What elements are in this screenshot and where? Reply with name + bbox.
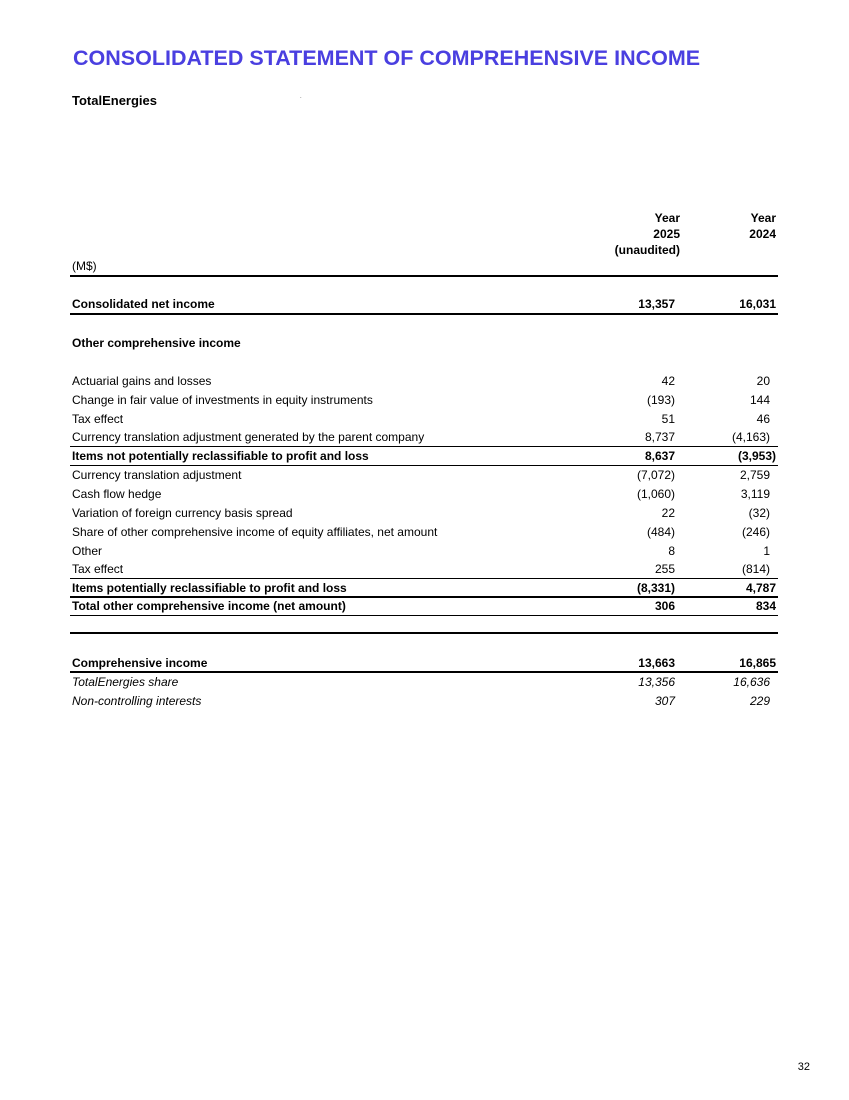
row-label: Change in fair value of investments in equity instruments [72, 393, 373, 407]
value-2024: 2,759 [739, 468, 770, 482]
table-rule [70, 275, 778, 277]
table-row [72, 523, 776, 542]
value-2024: 20 [756, 374, 770, 388]
table-row [72, 692, 776, 711]
value-2025: (1,060) [636, 487, 675, 501]
table-row [72, 295, 776, 314]
table-row [72, 372, 776, 391]
table-row [72, 673, 776, 692]
value-2025: (8,331) [636, 581, 675, 595]
row-label: Share of other comprehensive income of equity affiliates, net amount [72, 525, 438, 539]
company-name: TotalEnergies [72, 93, 158, 108]
value-2024: 834 [755, 599, 776, 613]
table-row [72, 466, 776, 485]
table-rule [70, 313, 778, 315]
page-number: 32 [797, 1061, 810, 1073]
value-2025: 51 [661, 412, 675, 426]
table-row [72, 428, 776, 447]
value-2025: 13,356 [638, 675, 675, 689]
page-title: CONSOLIDATED STATEMENT OF COMPREHENSIVE INCOME [73, 46, 701, 70]
value-2024: 4,787 [745, 581, 776, 595]
value-2025: 22 [661, 506, 675, 520]
row-label: Consolidated net income [72, 297, 215, 311]
row-label: Comprehensive income [72, 656, 208, 670]
value-2024: (4,163) [731, 430, 770, 444]
table-rule [70, 615, 778, 616]
table-row [72, 542, 776, 561]
value-2024: 16,031 [739, 297, 776, 311]
row-label: Currency translation adjustment generated by the parent company [72, 430, 425, 444]
table-row [72, 560, 776, 579]
column-header-2025 [600, 210, 680, 258]
row-label: Non-controlling interests [72, 694, 202, 708]
table-row [72, 597, 776, 616]
value-2024: (32) [748, 506, 770, 520]
table-row [72, 485, 776, 504]
value-2025: 255 [654, 562, 675, 576]
row-label: TotalEnergies share [72, 675, 179, 689]
value-2024: 46 [756, 412, 770, 426]
row-label: Tax effect [72, 412, 124, 426]
unit-label: (M$) [72, 259, 97, 273]
value-2024: 16,865 [739, 656, 776, 670]
value-2024: 16,636 [733, 675, 770, 689]
value-2025: 42 [661, 374, 675, 388]
row-label: Variation of foreign currency basis spread [72, 506, 293, 520]
value-2024: (814) [741, 562, 770, 576]
value-2025: 8 [668, 544, 675, 558]
column-header-line: 2025 [653, 227, 680, 241]
column-header-line: (unaudited) [614, 243, 680, 257]
row-label: Cash flow hedge [72, 487, 162, 501]
table-row [72, 391, 776, 410]
row-label: Other [72, 544, 103, 558]
stray-dot: . [300, 94, 302, 100]
value-2024: (246) [741, 525, 770, 539]
value-2025: (7,072) [636, 468, 675, 482]
value-2024: 229 [749, 694, 770, 708]
column-header-line: Year [654, 211, 680, 225]
row-label: Total other comprehensive income (net amount) [72, 599, 346, 613]
column-header-line: 2024 [749, 227, 776, 241]
value-2025: 307 [654, 694, 675, 708]
value-2024: 1 [763, 544, 770, 558]
value-2025: 8,637 [644, 449, 675, 463]
row-label: Currency translation adjustment [72, 468, 242, 482]
column-header-line: Year [750, 211, 776, 225]
row-label: Items not potentially reclassifiable to profit and loss [72, 449, 369, 463]
table-row [72, 410, 776, 429]
value-2024: (3,953) [737, 449, 776, 463]
row-label: Items potentially reclassifiable to profit and loss [72, 581, 347, 595]
value-2025: (484) [646, 525, 675, 539]
table-rule [70, 632, 778, 634]
section-heading: Other comprehensive income [72, 336, 241, 350]
value-2025: 13,357 [638, 297, 675, 311]
table-row [72, 447, 776, 466]
value-2025: 306 [654, 599, 675, 613]
value-2025: 13,663 [638, 656, 675, 670]
value-2025: (193) [646, 393, 675, 407]
row-label: Tax effect [72, 562, 124, 576]
value-2024: 144 [749, 393, 770, 407]
table-row [72, 504, 776, 523]
value-2024: 3,119 [740, 487, 770, 501]
value-2025: 8,737 [644, 430, 675, 444]
row-label: Actuarial gains and losses [72, 374, 212, 388]
column-header-2024 [700, 210, 776, 242]
